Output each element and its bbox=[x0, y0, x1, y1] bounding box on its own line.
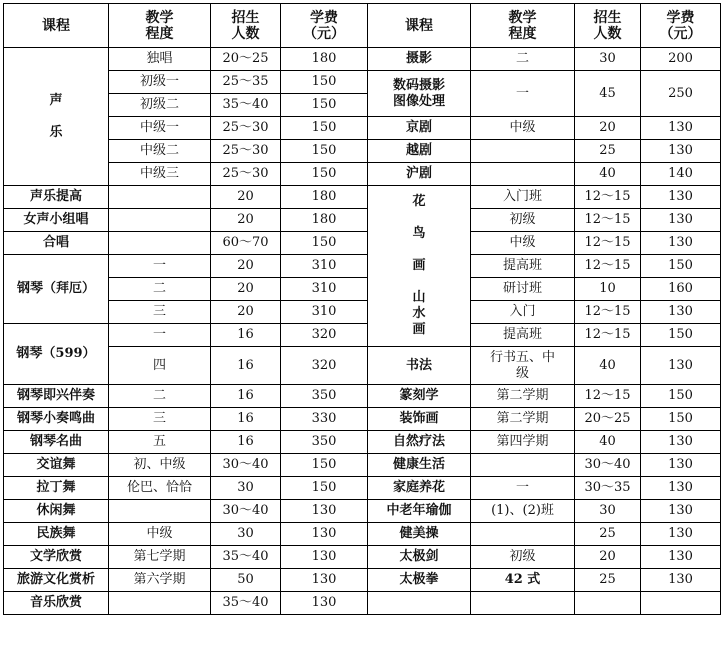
course-cell: 旅游文化赏析 bbox=[4, 569, 109, 592]
count-cell: 40 bbox=[575, 431, 641, 454]
fee-cell: 320 bbox=[281, 347, 368, 385]
course-cell: 合唱 bbox=[4, 232, 109, 255]
count-cell: 12～15 bbox=[575, 301, 641, 324]
level-cell bbox=[109, 500, 211, 523]
count-cell: 16 bbox=[211, 324, 281, 347]
header-row bbox=[4, 4, 721, 48]
count-cell: 25 bbox=[575, 523, 641, 546]
fee-cell: 140 bbox=[641, 163, 721, 186]
level-cell bbox=[471, 140, 575, 163]
fee-cell: 150 bbox=[641, 408, 721, 431]
count-cell: 10 bbox=[575, 278, 641, 301]
count-cell: 25～35 bbox=[211, 71, 281, 94]
course-cell: 中老年瑜伽 bbox=[368, 500, 471, 523]
count-cell: 30 bbox=[211, 477, 281, 500]
course-cell: 钢琴名曲 bbox=[4, 431, 109, 454]
fee-cell: 150 bbox=[281, 117, 368, 140]
course-piano-599: 钢琴（599） bbox=[4, 324, 109, 385]
fee-cell: 250 bbox=[641, 71, 721, 117]
course-cell: 太极拳 bbox=[368, 569, 471, 592]
count-cell: 20 bbox=[211, 278, 281, 301]
level-cell: 三 bbox=[109, 301, 211, 324]
header-fee: 学费 （元） bbox=[281, 4, 368, 48]
level-cell: 第六学期 bbox=[109, 569, 211, 592]
level-cell: 入门 bbox=[471, 301, 575, 324]
fee-cell: 310 bbox=[281, 255, 368, 278]
count-cell: 20 bbox=[211, 209, 281, 232]
level-cell bbox=[471, 592, 575, 615]
count-cell: 35～40 bbox=[211, 94, 281, 117]
count-cell: 20 bbox=[211, 186, 281, 209]
fee-cell: 130 bbox=[641, 569, 721, 592]
count-cell: 16 bbox=[211, 385, 281, 408]
count-cell: 25～30 bbox=[211, 140, 281, 163]
header-level-right: 教学 程度 bbox=[471, 4, 575, 48]
table-row bbox=[4, 500, 721, 523]
fee-cell: 130 bbox=[641, 232, 721, 255]
fee-cell: 130 bbox=[641, 209, 721, 232]
course-cell: 装饰画 bbox=[368, 408, 471, 431]
count-cell: 50 bbox=[211, 569, 281, 592]
table-row bbox=[4, 232, 721, 255]
fee-cell: 180 bbox=[281, 186, 368, 209]
fee-cell: 130 bbox=[641, 186, 721, 209]
count-cell: 12～15 bbox=[575, 232, 641, 255]
fee-cell: 130 bbox=[641, 523, 721, 546]
fee-cell: 150 bbox=[641, 385, 721, 408]
count-cell: 35～40 bbox=[211, 546, 281, 569]
level-cell: 五 bbox=[109, 431, 211, 454]
level-cell: 中级二 bbox=[109, 140, 211, 163]
level-cell: 初级二 bbox=[109, 94, 211, 117]
course-cell: 健康生活 bbox=[368, 454, 471, 477]
count-cell: 12～15 bbox=[575, 209, 641, 232]
level-cell: 四 bbox=[109, 347, 211, 385]
level-cell: 第四学期 bbox=[471, 431, 575, 454]
fee-cell: 150 bbox=[641, 255, 721, 278]
fee-cell: 200 bbox=[641, 48, 721, 71]
fee-cell: 130 bbox=[641, 347, 721, 385]
header-course-right: 课程 bbox=[368, 4, 471, 48]
fee-cell: 310 bbox=[281, 278, 368, 301]
table-row bbox=[4, 454, 721, 477]
count-cell bbox=[575, 592, 641, 615]
count-cell: 20～25 bbox=[211, 48, 281, 71]
level-cell: 伦巴、恰恰 bbox=[109, 477, 211, 500]
level-cell: 42 式 bbox=[471, 569, 575, 592]
count-cell: 20～25 bbox=[575, 408, 641, 431]
table-row bbox=[4, 278, 721, 301]
count-cell: 30～35 bbox=[575, 477, 641, 500]
course-photography: 摄影 bbox=[368, 48, 471, 71]
count-cell: 12～15 bbox=[575, 324, 641, 347]
course-cell bbox=[368, 592, 471, 615]
header-count-right: 招生 人数 bbox=[575, 4, 641, 48]
table-row bbox=[4, 48, 721, 71]
fee-cell: 130 bbox=[281, 546, 368, 569]
level-cell: 二 bbox=[471, 48, 575, 71]
level-cell bbox=[471, 454, 575, 477]
table-row bbox=[4, 408, 721, 431]
level-cell: 三 bbox=[109, 408, 211, 431]
count-cell: 20 bbox=[211, 301, 281, 324]
count-cell: 30 bbox=[575, 48, 641, 71]
fee-cell: 130 bbox=[641, 140, 721, 163]
level-cell: 初级 bbox=[471, 209, 575, 232]
fee-cell: 150 bbox=[281, 140, 368, 163]
level-cell: 初级 bbox=[471, 546, 575, 569]
level-cell: 初级一 bbox=[109, 71, 211, 94]
course-cell: 自然疗法 bbox=[368, 431, 471, 454]
fee-cell: 180 bbox=[281, 48, 368, 71]
course-yue-opera: 越剧 bbox=[368, 140, 471, 163]
table-row bbox=[4, 569, 721, 592]
level-cell bbox=[109, 232, 211, 255]
count-cell: 20 bbox=[211, 255, 281, 278]
course-cell: 健美操 bbox=[368, 523, 471, 546]
course-digital-photo: 数码摄影 图像处理 bbox=[368, 71, 471, 117]
count-cell: 40 bbox=[575, 163, 641, 186]
count-cell: 45 bbox=[575, 71, 641, 117]
fee-cell: 130 bbox=[641, 500, 721, 523]
level-cell: 中级 bbox=[471, 232, 575, 255]
level-cell: 一 bbox=[109, 255, 211, 278]
fee-cell: 130 bbox=[641, 546, 721, 569]
count-cell: 12～15 bbox=[575, 186, 641, 209]
table-row bbox=[4, 592, 721, 615]
level-cell: 入门班 bbox=[471, 186, 575, 209]
fee-cell: 150 bbox=[281, 71, 368, 94]
course-cell: 钢琴即兴伴奏 bbox=[4, 385, 109, 408]
level-cell: 中级 bbox=[109, 523, 211, 546]
course-cell: 太极剑 bbox=[368, 546, 471, 569]
fee-cell: 130 bbox=[281, 569, 368, 592]
fee-cell: 150 bbox=[281, 94, 368, 117]
fee-cell: 130 bbox=[641, 301, 721, 324]
level-cell: 第二学期 bbox=[471, 408, 575, 431]
level-cell bbox=[471, 163, 575, 186]
course-vocal: 声 乐 bbox=[4, 48, 109, 186]
count-cell: 40 bbox=[575, 347, 641, 385]
course-flower-bird-landscape: 花 鸟 画 山 水 画 bbox=[368, 186, 471, 347]
level-cell: 初、中级 bbox=[109, 454, 211, 477]
count-cell: 30 bbox=[575, 500, 641, 523]
course-peking-opera: 京剧 bbox=[368, 117, 471, 140]
level-cell bbox=[109, 592, 211, 615]
count-cell: 16 bbox=[211, 408, 281, 431]
level-cell bbox=[109, 186, 211, 209]
table-row bbox=[4, 523, 721, 546]
course-shanghai-opera: 沪剧 bbox=[368, 163, 471, 186]
count-cell: 16 bbox=[211, 431, 281, 454]
fee-cell: 130 bbox=[641, 431, 721, 454]
count-cell: 35～40 bbox=[211, 592, 281, 615]
fee-cell: 130 bbox=[281, 500, 368, 523]
table-row bbox=[4, 477, 721, 500]
level-cell: 第二学期 bbox=[471, 385, 575, 408]
fee-cell: 310 bbox=[281, 301, 368, 324]
fee-cell: 130 bbox=[281, 523, 368, 546]
course-cell: 声乐提高 bbox=[4, 186, 109, 209]
header-fee-right: 学费 （元） bbox=[641, 4, 721, 48]
level-cell: 行书五、中 级 bbox=[471, 347, 575, 385]
course-cell: 篆刻学 bbox=[368, 385, 471, 408]
count-cell: 12～15 bbox=[575, 255, 641, 278]
fee-cell: 130 bbox=[641, 454, 721, 477]
level-cell: 中级 bbox=[471, 117, 575, 140]
level-cell: 一 bbox=[109, 324, 211, 347]
fee-cell: 350 bbox=[281, 431, 368, 454]
count-cell: 30～40 bbox=[211, 454, 281, 477]
fee-cell: 320 bbox=[281, 324, 368, 347]
fee-cell: 150 bbox=[281, 232, 368, 255]
level-cell: 二 bbox=[109, 278, 211, 301]
count-cell: 30 bbox=[211, 523, 281, 546]
table-row bbox=[4, 546, 721, 569]
course-fee-table bbox=[3, 3, 721, 615]
course-cell: 家庭养花 bbox=[368, 477, 471, 500]
table-row bbox=[4, 117, 721, 140]
fee-cell: 150 bbox=[641, 324, 721, 347]
count-cell: 25～30 bbox=[211, 163, 281, 186]
count-cell: 25～30 bbox=[211, 117, 281, 140]
course-cell: 女声小组唱 bbox=[4, 209, 109, 232]
table-row bbox=[4, 186, 721, 209]
fee-cell bbox=[641, 592, 721, 615]
header-course: 课程 bbox=[4, 4, 109, 48]
table-row bbox=[4, 385, 721, 408]
count-cell: 12～15 bbox=[575, 385, 641, 408]
fee-cell: 160 bbox=[641, 278, 721, 301]
fee-cell: 150 bbox=[281, 163, 368, 186]
count-cell: 30～40 bbox=[575, 454, 641, 477]
level-cell bbox=[471, 523, 575, 546]
count-cell: 60～70 bbox=[211, 232, 281, 255]
course-calligraphy: 书法 bbox=[368, 347, 471, 385]
level-cell: 独唱 bbox=[109, 48, 211, 71]
fee-cell: 130 bbox=[641, 477, 721, 500]
count-cell: 20 bbox=[575, 117, 641, 140]
table-row bbox=[4, 209, 721, 232]
fee-cell: 150 bbox=[281, 477, 368, 500]
table-row bbox=[4, 431, 721, 454]
course-cell: 交谊舞 bbox=[4, 454, 109, 477]
level-cell: 第七学期 bbox=[109, 546, 211, 569]
table-row bbox=[4, 324, 721, 347]
level-cell: 二 bbox=[109, 385, 211, 408]
header-count: 招生 人数 bbox=[211, 4, 281, 48]
course-cell: 拉丁舞 bbox=[4, 477, 109, 500]
course-cell: 钢琴小奏鸣曲 bbox=[4, 408, 109, 431]
table-row bbox=[4, 140, 721, 163]
count-cell: 25 bbox=[575, 140, 641, 163]
fee-cell: 180 bbox=[281, 209, 368, 232]
course-cell: 文学欣赏 bbox=[4, 546, 109, 569]
count-cell: 20 bbox=[575, 546, 641, 569]
course-piano-beyer: 钢琴（拜厄） bbox=[4, 255, 109, 324]
fee-cell: 130 bbox=[281, 592, 368, 615]
level-cell: 一 bbox=[471, 477, 575, 500]
header-level: 教学 程度 bbox=[109, 4, 211, 48]
fee-cell: 330 bbox=[281, 408, 368, 431]
level-cell bbox=[109, 209, 211, 232]
fee-cell: 130 bbox=[641, 117, 721, 140]
level-cell: 提高班 bbox=[471, 324, 575, 347]
fee-cell: 350 bbox=[281, 385, 368, 408]
course-cell: 休闲舞 bbox=[4, 500, 109, 523]
count-cell: 16 bbox=[211, 347, 281, 385]
fee-cell: 150 bbox=[281, 454, 368, 477]
table-row bbox=[4, 255, 721, 278]
level-cell: 一 bbox=[471, 71, 575, 117]
course-cell: 民族舞 bbox=[4, 523, 109, 546]
table-row bbox=[4, 163, 721, 186]
course-cell: 音乐欣赏 bbox=[4, 592, 109, 615]
table-row bbox=[4, 301, 721, 324]
level-cell: 提高班 bbox=[471, 255, 575, 278]
table-row bbox=[4, 347, 721, 385]
count-cell: 25 bbox=[575, 569, 641, 592]
level-cell: 研讨班 bbox=[471, 278, 575, 301]
level-cell: 中级一 bbox=[109, 117, 211, 140]
count-cell: 30～40 bbox=[211, 500, 281, 523]
table-row bbox=[4, 71, 721, 94]
level-cell: (1)、(2)班 bbox=[471, 500, 575, 523]
level-cell: 中级三 bbox=[109, 163, 211, 186]
